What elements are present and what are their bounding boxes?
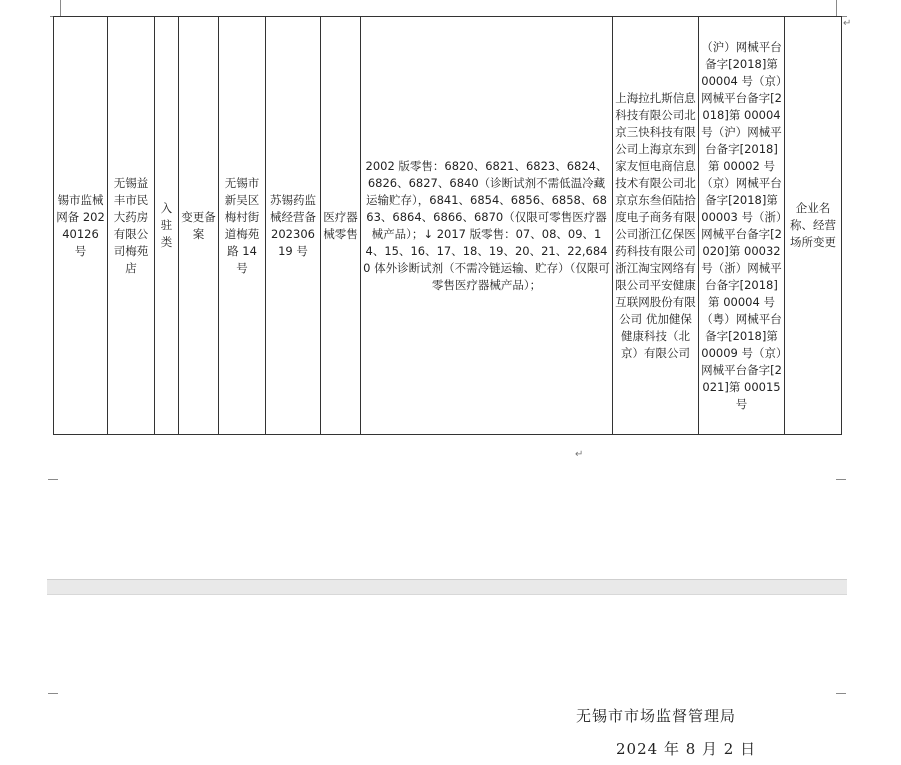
scope-cell: 2002 版零售：6820、6821、6823、6824、6826、6827、6840（诊断试剂不需低温冷藏运输贮存），6841、6854、6856、6858、6863、6864、6866、6870（仅限可零售医疗器械产品）；↓ 2017 版零售：07、08、09、14、15、16、17、18、19、20、21、22,6840 体外诊断试剂（不需冷链运输、贮存）（仅限可零售医疗器械产品）； (361, 17, 613, 435)
change-type-cell: 变更备案 (179, 17, 219, 435)
address-cell: 无锡市新吴区梅村街道梅苑路 14 号 (219, 17, 266, 435)
paragraph-mark-icon: ↵ (843, 18, 852, 29)
table-row (54, 17, 842, 435)
crop-mark (48, 479, 58, 498)
license-cell: 苏锡药监械经营备 20230619 号 (266, 17, 321, 435)
page-separator (47, 579, 847, 595)
platforms-cell: 上海拉扎斯信息科技有限公司北京三快科技有限公司上海京东到家友恒电商信息技术有限公司北京京东叁佰陆拾度电子商务有限公司浙江亿保医药科技有限公司浙江淘宝网络有限公司平安健康互联网股份有限公司 优加健保健康科技（北京）有限公司 (613, 17, 699, 435)
company-cell: 无锡益丰市民大药房有限公司梅苑店 (108, 17, 155, 435)
crop-mark (836, 479, 846, 498)
crop-mark (836, 0, 847, 17)
category-cell: 入驻类 (155, 17, 179, 435)
filing-table (53, 16, 842, 435)
signature-date: 2024 年 8 月 2 日 (616, 740, 757, 758)
platform-filings-cell: （沪）网械平台备字[2018]第 00004 号（京）网械平台备字[2018]第 00004 号（沪）网械平台备字[2018]第 00002 号（京）网械平台备字[2018]第 00003 号（浙）网械平台备字[2020]第 00032 号（浙）网械平台备字[2018]第 00004 号（粤）网械平台备字[2018]第 00009 号（京）网械平台备字[2021]第 00015 号 (699, 17, 785, 435)
filing-number-cell: 锡市监械网备 20240126 号 (54, 17, 108, 435)
business-cell: 医疗器械零售 (321, 17, 361, 435)
crop-mark (836, 675, 846, 694)
paragraph-mark-icon: ↵ (575, 449, 584, 460)
agency-signature: 无锡市市场监督管理局 (576, 707, 737, 725)
crop-mark (50, 0, 61, 17)
crop-mark (48, 675, 58, 694)
change-item-cell: 企业名称、经营场所变更 (785, 17, 842, 435)
